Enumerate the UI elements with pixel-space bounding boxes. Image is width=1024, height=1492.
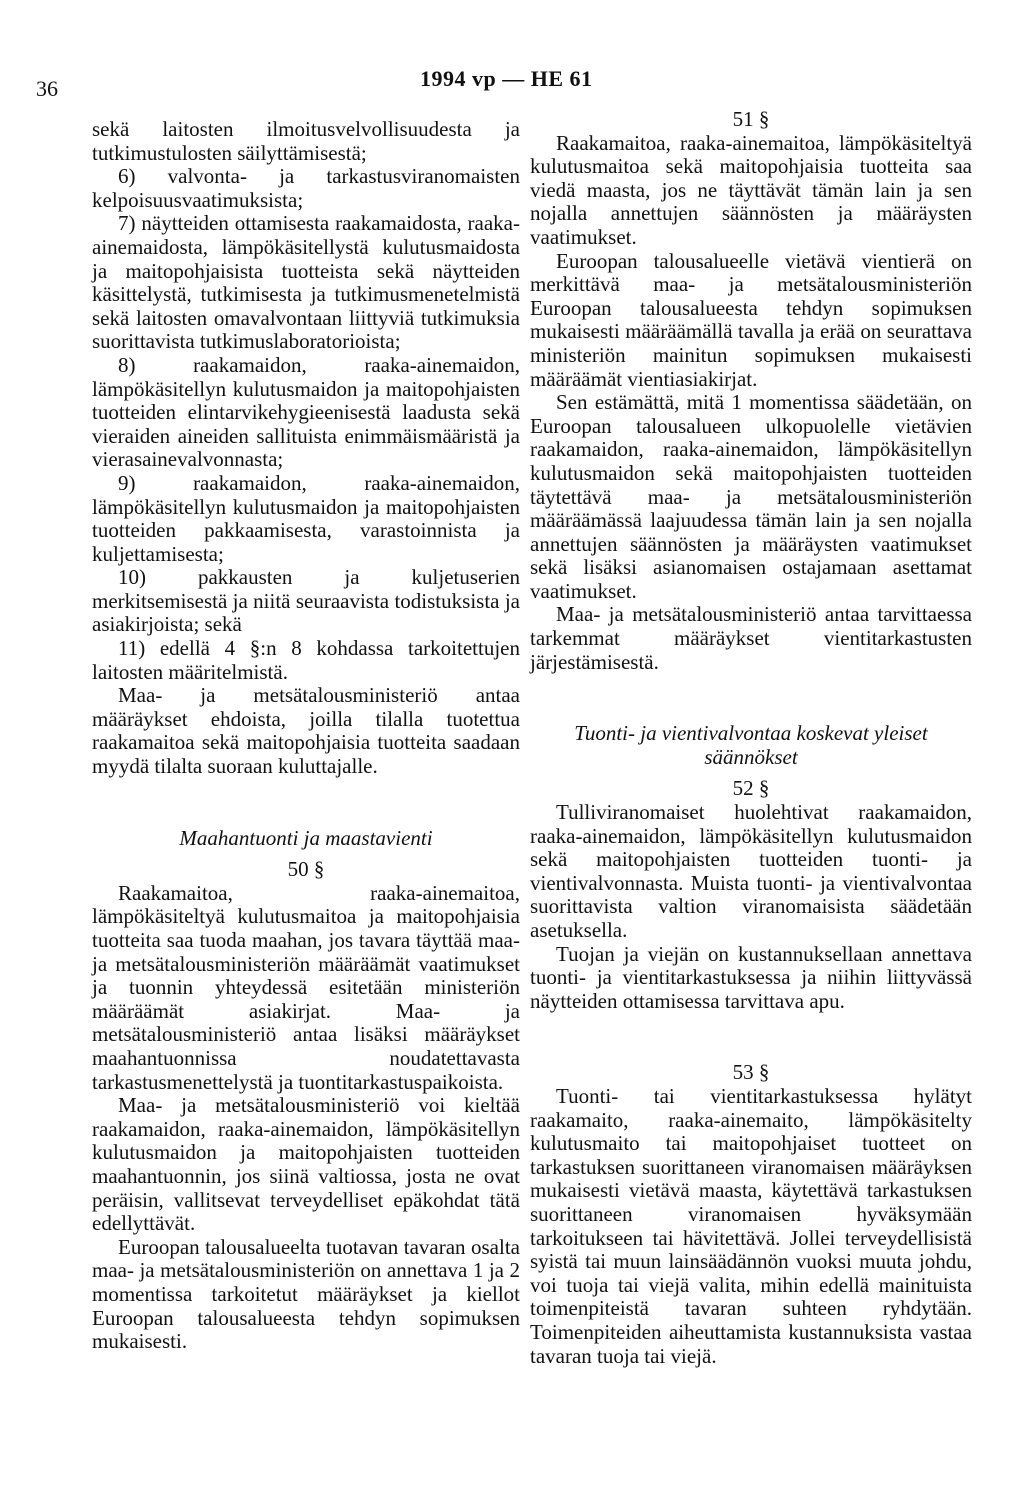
paragraph: Sen estämättä, mitä 1 momentissa säädetään, on Euroopan talousalueen ulkopuolelle vietävien raakamaidon, raaka-ainemaidon, lämpökäsitellyn kulutusmaidon sekä maitopohjaisten tuotteiden täytettävä maa- ja metsätalousministeriön määräämässä laajuudessa tämän lain ja sen nojalla annettujen säännösten ja määräysten vaatimukset sekä lisäksi asianomaisen ostajamaan asettamat vaatimukset. [530, 390, 972, 603]
paragraph: Tulliviranomaiset huolehtivat raakamaidon, raaka-ainemaidon, lämpökäsitellyn kulutusmaidon sekä maitopohjaisten tuotteiden tuonti- ja vientivalvonnasta. Muista tuonti- ja vientivalvontaa suorittavista valtion viranomaisista säädetään asetuksella. [530, 800, 972, 942]
paragraph: Tuonti- tai vientitarkastuksessa hylätyt raakamaito, raaka-ainemaito, lämpökäsitelty kulutusmaito tai maitopohjaiset tuotteet on tarkastuksen suorittaneen viranomaisen määräyksen mukaisesti vietävä maasta, käytettävä tarkastuksen suorittaneen viranomaisen hyväksymään tarkoitukseen tai hävitettävä. Jollei terveydellisistä syistä tai muun lainsäädännön vuoksi muuta johdu, voi tuoja tai viejä valita, mihin edellä mainituista toimenpiteistä tavaran suhteen ryhdytään. Toimenpiteiden aiheuttamista kustannuksista vastaa tavaran tuoja tai viejä. [530, 1083, 972, 1368]
paragraph: Raakamaitoa, raaka-ainemaitoa, lämpökäsiteltyä kulutusmaitoa sekä maitopohjaisia tuotteita saa viedä maasta, jos ne täyttävät tämän lain ja sen nojalla annettujen säännösten ja määräysten vaatimukset. [530, 130, 972, 249]
list-item: 6) valvonta- ja tarkastusviranomaisten kelpoisuusvaatimuksista; [92, 164, 520, 212]
section-number: 51 § [732, 107, 770, 131]
list-item: 9) raakamaidon, raaka-ainemaidon, lämpökäsitellyn kulutusmaidon ja maitopohjaisten tuotteiden pakkaamisesta, varastoinnista ja kuljettamisesta; [92, 470, 520, 566]
paragraph: Maa- ja metsätalousministeriö antaa määräykset ehdoista, joilla tilalla tuotettua raakamaitoa sekä maitopohjaisia tuotteita saadaan myydä tilalta suoraan kuluttajalle. [92, 683, 520, 779]
paragraph: Maa- ja metsätalousministeriö antaa tarvittaessa tarkemmat määräykset vientitarkastusten järjestämisestä. [530, 602, 972, 674]
paragraph: Raakamaitoa, raaka-ainemaitoa, lämpökäsiteltyä kulutusmaitoa ja maitopohjaisia tuotteita saa tuoda maahan, jos tavara täyttää maa- ja metsätalousministeriön määräämät vaatimukset ja tuonnin yhteydessä esitetään ministeriön määräämät asiakirjat. Maa- ja metsätalousministeriö antaa lisäksi määräykset maahantuonnissa noudatettavasta tarkastusmenettelystä ja tuontitarkastuspaikoista. [92, 880, 520, 1094]
paragraph: sekä laitosten ilmoitusvelvollisuudesta ja tutkimustulosten säilyttämisestä; [92, 117, 520, 165]
paragraph: Euroopan talousalueelle vietävä vientierä on merkittävä maa- ja metsätalousministeriön Euroopan talousalueesta tehdyn sopimuksen mukaisesti määräämällä tavalla ja erää on seurattava ministeriön mainitun sopimuksen mukaisesti määräämät vientiasiakirjat. [530, 248, 972, 391]
section-heading: Maahantuonti ja maastavienti [179, 825, 433, 850]
list-item: 8) raakamaidon, raaka-ainemaidon, lämpökäsitellyn kulutusmaidon ja maitopohjaisten tuotteiden elintarvikehygieenisestä laadusta sekä vieraiden aineiden sallituista enimmäismääristä ja vierasainevalvonnasta; [92, 352, 520, 472]
section-number: 52 § [732, 776, 770, 801]
list-item: 7) näytteiden ottamisesta raakamaidosta, raaka-ainemaidosta, lämpökäsitellystä kulutusmaidosta ja maitopohjaisista tuotteista sekä näytteiden käsittelystä, tutkimisesta ja tutkimusmenetelmistä sekä laitosten omavalvontaan liittyviä tutkimuksia suorittavista tutkimuslaboratorioista; [92, 211, 520, 354]
right-column [530, 108, 972, 1368]
paragraph: Euroopan talousalueelta tuotavan tavaran osalta maa- ja metsätalousministeriön on annettava 1 ja 2 momentissa tarkoitetut määräykset ja kiellot Euroopan talousalueesta tehdyn sopimuksen mukaisesti. [92, 1234, 520, 1354]
page-number: 36 [36, 76, 58, 101]
list-item: 11) edellä 4 §:n 8 kohdassa tarkoitettujen laitosten määritelmistä. [92, 636, 520, 684]
left-column [92, 118, 520, 1354]
list-item: 10) pakkausten ja kuljetuserien merkitsemisestä ja niitä seuraavista todistuksista ja asiakirjoista; sekä [92, 565, 520, 637]
paragraph: Maa- ja metsätalousministeriö voi kieltää raakamaidon, raaka-ainemaidon, lämpökäsitellyn kulutusmaidon ja maitopohjaisten tuotteiden maahantuonnin, jos siinä valtiossa, josta ne ovat peräisin, vallitsevat terveydelliset epäkohdat tätä edellyttävät. [92, 1093, 520, 1236]
section-number: 53 § [732, 1060, 770, 1085]
document-header-title: 1994 vp — HE 61 [420, 66, 593, 91]
paragraph: Tuojan ja viejän on kustannuksellaan annettava tuonti- ja vientitarkastuksessa ja niihin liittyvässä näytteiden ottamisessa tarvittava apu. [530, 941, 972, 1013]
section-heading: Tuonti- ja vientivalvontaa koskevat yleiset säännökset [574, 721, 928, 769]
section-number: 50 § [287, 857, 325, 882]
